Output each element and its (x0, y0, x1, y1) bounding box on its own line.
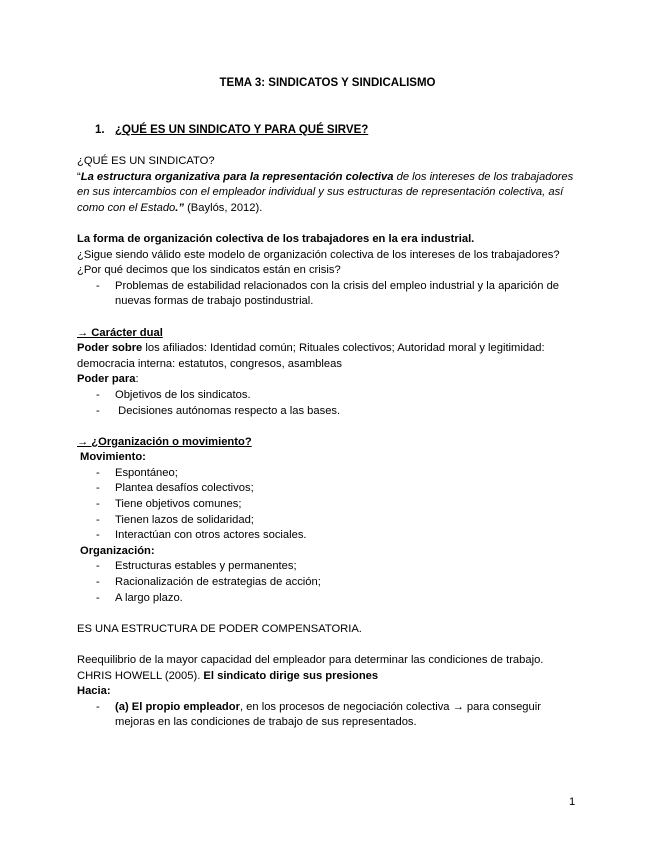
poder-sobre-paragraph (77, 341, 582, 372)
howell-citation: CHRIS HOWELL (2005). (77, 669, 204, 682)
poder-sobre-text: los afiliados: Identidad común; Rituales colectivos; Autoridad moral y legitimidad: democracia interna: estatutos, congresos, asambleas (77, 342, 545, 370)
definition-question: ¿QUÉ ES UN SINDICATO? (77, 155, 215, 167)
crisis-question-2: ¿Por qué decimos que los sindicatos están en crisis? (77, 264, 341, 277)
dual-heading: → Carácter dual (77, 326, 163, 339)
document-title: TEMA 3: SINDICATOS Y SINDICALISMO (219, 77, 436, 89)
list-item: - Plantea desafíos colectivos; (77, 481, 582, 497)
open-quote: “ (77, 170, 81, 183)
definition-bold: La estructura organizativa para la representación colectiva (80, 170, 394, 183)
hacia-item-bold: (a) El propio empleador (115, 700, 240, 713)
list-item (77, 700, 582, 731)
list-item: - Interactúan con otros actores sociales. (77, 528, 582, 544)
hacia-list (77, 700, 582, 731)
list-item: - Objetivos de los sindicatos. (77, 388, 582, 404)
poder-para-paragraph (77, 372, 582, 388)
crisis-question-1: ¿Sigue siendo válido este modelo de organización colectiva de los intereses de los trabajadores? (77, 248, 560, 261)
document-body (77, 154, 582, 731)
poder-sobre-label: Poder sobre (77, 342, 143, 355)
list-item: - Tienen lazos de solidaridad; (77, 513, 582, 529)
page-number: 1 (569, 796, 576, 808)
hacia-item-text: , en los procesos de negociación colectiva → para conseguir mejoras en las condiciones de trabajo de sus representados. (115, 700, 541, 729)
poder-para-colon: : (135, 373, 139, 386)
section-number: 1. (95, 124, 105, 136)
definition-paragraph (77, 170, 582, 217)
movimiento-label: Movimiento: (80, 451, 146, 464)
list-item: - Espontáneo; (77, 466, 582, 482)
organizacion-label: Organización: (80, 544, 155, 557)
crisis-list (77, 279, 582, 310)
definition-citation: (Baylós, 2012). (183, 201, 263, 214)
section-heading-text: ¿QUÉ ES UN SINDICATO Y PARA QUÉ SIRVE? (115, 124, 369, 136)
estructura-statement: ES UNA ESTRUCTURA DE PODER COMPENSATORIA. (77, 622, 362, 635)
reequilibrio-line: Reequilibrio de la mayor capacidad del empleador para determinar las condiciones de trabajo. (77, 654, 544, 666)
movimiento-list (77, 466, 582, 544)
crisis-heading: La forma de organización colectiva de los trabajadores en la era industrial. (77, 232, 475, 245)
section-heading (95, 123, 368, 139)
list-item: - Decisiones autónomas respecto a las bases. (77, 404, 582, 420)
list-item: - Estructuras estables y permanentes; (77, 559, 582, 575)
presiones-text: El sindicato dirige sus presiones (203, 669, 379, 682)
list-item: - A largo plazo. (77, 591, 582, 607)
poder-para-label: Poder para (77, 373, 136, 386)
definition-close: .” (175, 201, 184, 214)
org-heading: → ¿Organización o movimiento? (77, 435, 252, 448)
list-item: - Problemas de estabilidad relacionados con la crisis del empleo industrial y la aparición de nuevas formas de trabajo postindustrial. (77, 279, 582, 310)
hacia-label: Hacia: (77, 685, 111, 698)
organizacion-list (77, 559, 582, 606)
list-item: - Tiene objetivos comunes; (77, 497, 582, 513)
poder-para-list (77, 388, 582, 419)
howell-paragraph (77, 669, 582, 685)
list-item: - Racionalización de estrategias de acción; (77, 575, 582, 591)
definition-italic: de los intereses de los trabajadores en sus intercambios con el empleador individual y sus estructuras de representación colectiva, así como con el Estado (77, 170, 574, 214)
